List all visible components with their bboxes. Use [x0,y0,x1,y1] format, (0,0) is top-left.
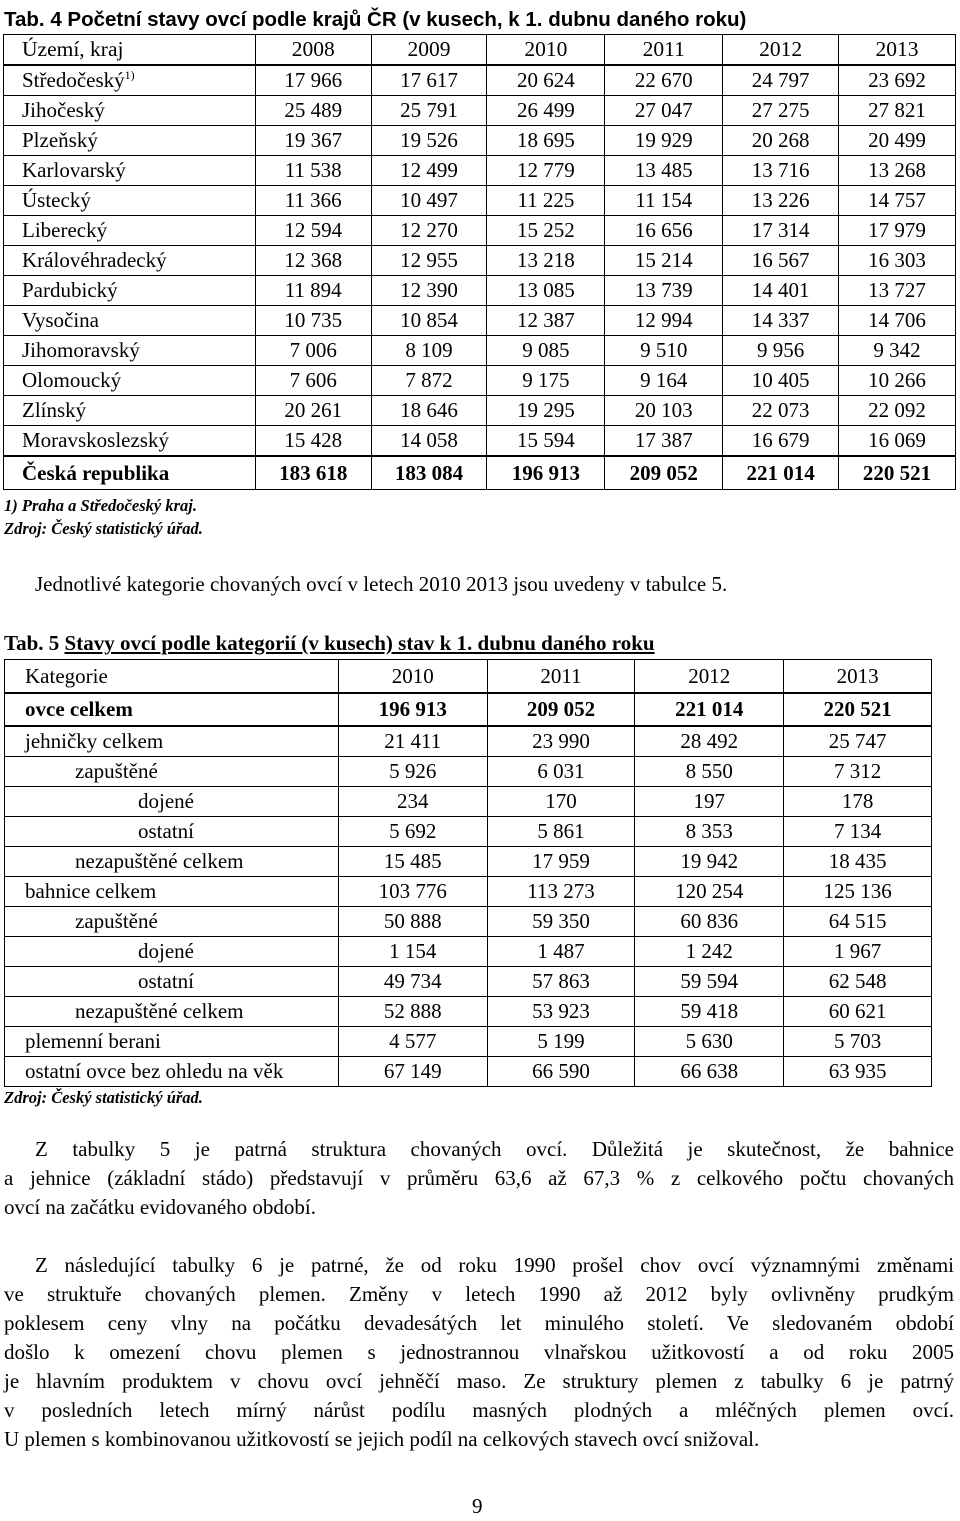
table4-value-cell: 12 499 [371,156,487,186]
table4-value-cell: 16 656 [605,216,723,246]
table4-value-cell: 10 405 [723,366,839,396]
table5-value-cell: 197 [635,787,784,817]
table4-region-cell: Jihočeský [4,96,256,126]
table5-value-cell: 5 630 [635,1027,784,1057]
table5-value-cell: 234 [338,787,487,817]
table4-row [4,65,956,96]
table5-title-text: Stavy ovcí podle kategorií (v kusech) stav k 1. dubnu daného roku [64,631,655,655]
table4-row [4,246,956,276]
table4-row [4,186,956,216]
table5-row [5,1027,932,1057]
table5-value-cell: 66 590 [487,1057,635,1087]
table4-value-cell: 10 497 [371,186,487,216]
table5-value-cell: 62 548 [784,967,932,997]
table4-value-cell: 13 268 [839,156,956,186]
table5-header-row [5,660,932,694]
table4-value-cell: 12 955 [371,246,487,276]
table4-total-label: Česká republika [4,456,256,490]
table4-value-cell: 11 154 [605,186,723,216]
table4-header-cell: 2008 [255,35,371,66]
table4-value-cell: 16 303 [839,246,956,276]
table4-value-cell: 10 854 [371,306,487,336]
table4-region-cell: Ústecký [4,186,256,216]
table4-value-cell: 8 109 [371,336,487,366]
table5-value-cell: 178 [784,787,932,817]
paragraph-line: U plemen s kombinovanou užitkovostí se jejich podíl na celkových stavech ovcí snižoval. [4,1427,760,1451]
table4-row [4,276,956,306]
table4-row [4,426,956,457]
table5-value-cell: 63 935 [784,1057,932,1087]
table5-value-cell: 1 487 [487,937,635,967]
table4-region-cell: Olomoucký [4,366,256,396]
table4-value-cell: 17 314 [723,216,839,246]
table5-value-cell: 120 254 [635,877,784,907]
table5-header-cell: 2010 [338,660,487,694]
table5-source: Zdroj: Český statistický úřad. [4,1088,203,1107]
table4-value-cell: 11 225 [487,186,605,216]
table5-category-cell: nezapuštěné celkem [5,997,339,1027]
paragraph-1 [4,1135,954,1222]
table4-row [4,306,956,336]
table5-value-cell: 59 418 [635,997,784,1027]
table4-value-cell: 17 966 [255,65,371,96]
table5-category-cell: ovce celkem [5,693,339,726]
table4-value-cell: 20 261 [255,396,371,426]
table5-value-cell: 221 014 [635,693,784,726]
table4-value-cell: 10 735 [255,306,371,336]
table4-value-cell: 13 739 [605,276,723,306]
table5-header-cell: 2012 [635,660,784,694]
table5-value-cell: 1 242 [635,937,784,967]
table5-row [5,787,932,817]
table5-value-cell: 67 149 [338,1057,487,1087]
paragraph-line: ve struktuře chovaných plemen. Změny v letech 1990 až 2012 byly ovlivněny prudkým [4,1282,954,1306]
table5-category-cell: ostatní [5,967,339,997]
table5-value-cell: 17 959 [487,847,635,877]
table5-category-cell: jehničky celkem [5,726,339,757]
table4-region-cell: Zlínský [4,396,256,426]
table5-category-cell: plemenní berani [5,1027,339,1057]
table4-value-cell: 20 268 [723,126,839,156]
table4-region-cell: Moravskoslezský [4,426,256,457]
table4-value-cell: 17 979 [839,216,956,246]
table4-row [4,156,956,186]
table4-value-cell: 9 510 [605,336,723,366]
table4-row [4,126,956,156]
table4-value-cell: 20 103 [605,396,723,426]
table4 [3,34,956,490]
table5-category-cell: ostatní [5,817,339,847]
table4-total-cell: 221 014 [723,456,839,490]
table5-value-cell: 60 836 [635,907,784,937]
table4-value-cell: 13 085 [487,276,605,306]
table4-value-cell: 9 085 [487,336,605,366]
table5-value-cell: 196 913 [338,693,487,726]
table5-value-cell: 125 136 [784,877,932,907]
table4-header-cell: 2012 [723,35,839,66]
table4-title: Tab. 4 Početní stavy ovcí podle krajů ČR (v kusech, k 1. dubnu daného roku) [4,8,747,31]
table4-value-cell: 25 489 [255,96,371,126]
table4-region-cell: Karlovarský [4,156,256,186]
table5-header-cell: Kategorie [5,660,339,694]
table4-value-cell: 10 266 [839,366,956,396]
table5-category-cell: nezapuštěné celkem [5,847,339,877]
table5-value-cell: 28 492 [635,726,784,757]
table4-value-cell: 9 956 [723,336,839,366]
table4-value-cell: 20 624 [487,65,605,96]
table4-value-cell: 7 606 [255,366,371,396]
table4-value-cell: 12 594 [255,216,371,246]
table4-value-cell: 27 275 [723,96,839,126]
table5-value-cell: 8 550 [635,757,784,787]
table4-value-cell: 13 485 [605,156,723,186]
table4-value-cell: 20 499 [839,126,956,156]
table4-value-cell: 15 214 [605,246,723,276]
table4-row [4,366,956,396]
table4-value-cell: 12 387 [487,306,605,336]
table4-value-cell: 11 366 [255,186,371,216]
table4-value-cell: 9 175 [487,366,605,396]
table4-value-cell: 7 872 [371,366,487,396]
table4-value-cell: 18 695 [487,126,605,156]
table5-value-cell: 209 052 [487,693,635,726]
table4-value-cell: 15 594 [487,426,605,457]
table5-value-cell: 64 515 [784,907,932,937]
table4-value-cell: 16 567 [723,246,839,276]
table5-value-cell: 59 594 [635,967,784,997]
table4-value-cell: 18 646 [371,396,487,426]
table5-row [5,817,932,847]
paragraph-line: ovcí na začátku evidovaného období. [4,1195,316,1219]
table5-value-cell: 19 942 [635,847,784,877]
table4-row [4,216,956,246]
table5-value-cell: 25 747 [784,726,932,757]
table5-value-cell: 5 861 [487,817,635,847]
paragraph-line: a jehnice (základní stádo) představují v průměru 63,6 až 67,3 % z celkového počtu chovaných [4,1166,954,1190]
table4-value-cell: 12 270 [371,216,487,246]
table4-value-cell: 16 069 [839,426,956,457]
table5-category-cell: bahnice celkem [5,877,339,907]
paragraph-line: došlo k omezení chovu plemen s jednostrannou vlnařskou užitkovostí a od roku 2005 [4,1340,954,1364]
table4-header-cell: 2013 [839,35,956,66]
table5-value-cell: 220 521 [784,693,932,726]
table4-region-cell: Pardubický [4,276,256,306]
table4-value-cell: 16 679 [723,426,839,457]
table5-title [4,631,655,656]
table5-row [5,757,932,787]
table5-category-cell: dojené [5,937,339,967]
table4-value-cell: 22 092 [839,396,956,426]
intro-text: Jednotlivé kategorie chovaných ovcí v letech 2010 2013 jsou uvedeny v tabulce 5. [35,572,728,596]
paragraph-line: poklesem ceny vlny na počátku devadesátých let minulého století. Ve sledovaném období [4,1311,954,1335]
table4-value-cell: 17 617 [371,65,487,96]
table4-region-cell: Jihomoravský [4,336,256,366]
table5-value-cell: 66 638 [635,1057,784,1087]
table5-value-cell: 5 199 [487,1027,635,1057]
table5-row [5,847,932,877]
table4-value-cell: 13 716 [723,156,839,186]
table5-value-cell: 60 621 [784,997,932,1027]
table4-value-cell: 22 670 [605,65,723,96]
table4-value-cell: 15 252 [487,216,605,246]
paragraph-line: je hlavním produktem v chovu ovcí jehněčí maso. Ze struktury plemen z tabulky 6 je patrný [4,1369,954,1393]
paragraph-line: v posledních letech mírný nárůst podílu masných plodných a mléčných plemen ovcí. [4,1398,954,1422]
table4-value-cell: 19 929 [605,126,723,156]
table5-value-cell: 1 154 [338,937,487,967]
table5-value-cell: 18 435 [784,847,932,877]
table4-region-cell [4,65,256,96]
table5-row [5,726,932,757]
table5-value-cell: 15 485 [338,847,487,877]
table5-value-cell: 59 350 [487,907,635,937]
table5-value-cell: 1 967 [784,937,932,967]
table4-value-cell: 7 006 [255,336,371,366]
table4-value-cell: 14 058 [371,426,487,457]
table4-value-cell: 11 894 [255,276,371,306]
table4-value-cell: 9 164 [605,366,723,396]
table4-header-row [4,35,956,66]
table4-value-cell: 26 499 [487,96,605,126]
table5-value-cell: 7 134 [784,817,932,847]
table4-value-cell: 27 821 [839,96,956,126]
table4-value-cell: 13 226 [723,186,839,216]
table4-value-cell: 11 538 [255,156,371,186]
table4-row [4,336,956,366]
table4-header-cell: Území, kraj [4,35,256,66]
table4-value-cell: 14 401 [723,276,839,306]
table4-footnote: 1) Praha a Středočeský kraj. [4,496,197,515]
table4-value-cell: 12 368 [255,246,371,276]
table5-category-cell: dojené [5,787,339,817]
table4-value-cell: 15 428 [255,426,371,457]
table5-value-cell: 6 031 [487,757,635,787]
paragraph-2 [4,1251,954,1454]
table5-row [5,967,932,997]
table5-header-cell: 2011 [487,660,635,694]
footnote-marker: 1) [124,68,135,82]
table5-row [5,877,932,907]
table4-value-cell: 14 706 [839,306,956,336]
table5-category-cell: ostatní ovce bez ohledu na věk [5,1057,339,1087]
table4-row [4,96,956,126]
table4-value-cell: 24 797 [723,65,839,96]
table4-value-cell: 12 994 [605,306,723,336]
paragraph-line: Z následující tabulky 6 je patrné, že od roku 1990 prošel chov ovcí významnými změnami [35,1253,954,1277]
table5-header-cell: 2013 [784,660,932,694]
table4-value-cell: 23 692 [839,65,956,96]
page-number: 9 [472,1494,483,1518]
table4-value-cell: 14 337 [723,306,839,336]
table4-value-cell: 19 367 [255,126,371,156]
table4-region-cell: Vysočina [4,306,256,336]
table4-row [4,396,956,426]
table4-total-cell: 183 084 [371,456,487,490]
table5-title-prefix: Tab. 5 [4,631,65,655]
table5 [4,659,932,1087]
table4-total-cell: 183 618 [255,456,371,490]
table4-total-cell: 209 052 [605,456,723,490]
table4-total-cell: 196 913 [487,456,605,490]
table4-value-cell: 13 727 [839,276,956,306]
table5-value-cell: 5 926 [338,757,487,787]
table5-value-cell: 113 273 [487,877,635,907]
table4-value-cell: 19 295 [487,396,605,426]
table4-region-cell: Královéhradecký [4,246,256,276]
table4-total-row [4,456,956,490]
table4-value-cell: 12 390 [371,276,487,306]
table4-value-cell: 17 387 [605,426,723,457]
table4-value-cell: 12 779 [487,156,605,186]
table5-row [5,1057,932,1087]
region-name: Středočeský [22,68,125,92]
table5-value-cell: 52 888 [338,997,487,1027]
table5-value-cell: 5 703 [784,1027,932,1057]
table5-row [5,907,932,937]
table5-value-cell: 50 888 [338,907,487,937]
table4-value-cell: 27 047 [605,96,723,126]
table5-value-cell: 8 353 [635,817,784,847]
table4-region-cell: Liberecký [4,216,256,246]
table4-header-cell: 2009 [371,35,487,66]
table5-row [5,693,932,726]
table4-total-cell: 220 521 [839,456,956,490]
table4-source: Zdroj: Český statistický úřad. [4,519,203,538]
table5-row [5,997,932,1027]
table5-value-cell: 57 863 [487,967,635,997]
table5-value-cell: 4 577 [338,1027,487,1057]
table5-value-cell: 5 692 [338,817,487,847]
table5-value-cell: 23 990 [487,726,635,757]
paragraph-line: Z tabulky 5 je patrná struktura chovaných ovcí. Důležitá je skutečnost, že bahnice [35,1137,954,1161]
table5-value-cell: 53 923 [487,997,635,1027]
table4-value-cell: 9 342 [839,336,956,366]
table4-value-cell: 14 757 [839,186,956,216]
table4-header-cell: 2011 [605,35,723,66]
table4-header-cell: 2010 [487,35,605,66]
table4-value-cell: 13 218 [487,246,605,276]
table5-row [5,937,932,967]
table5-value-cell: 21 411 [338,726,487,757]
table4-value-cell: 19 526 [371,126,487,156]
table5-category-cell: zapuštěné [5,907,339,937]
table4-value-cell: 22 073 [723,396,839,426]
table5-value-cell: 170 [487,787,635,817]
table4-region-cell: Plzeňský [4,126,256,156]
table4-value-cell: 25 791 [371,96,487,126]
table5-category-cell: zapuštěné [5,757,339,787]
table5-value-cell: 7 312 [784,757,932,787]
table5-value-cell: 49 734 [338,967,487,997]
table5-value-cell: 103 776 [338,877,487,907]
